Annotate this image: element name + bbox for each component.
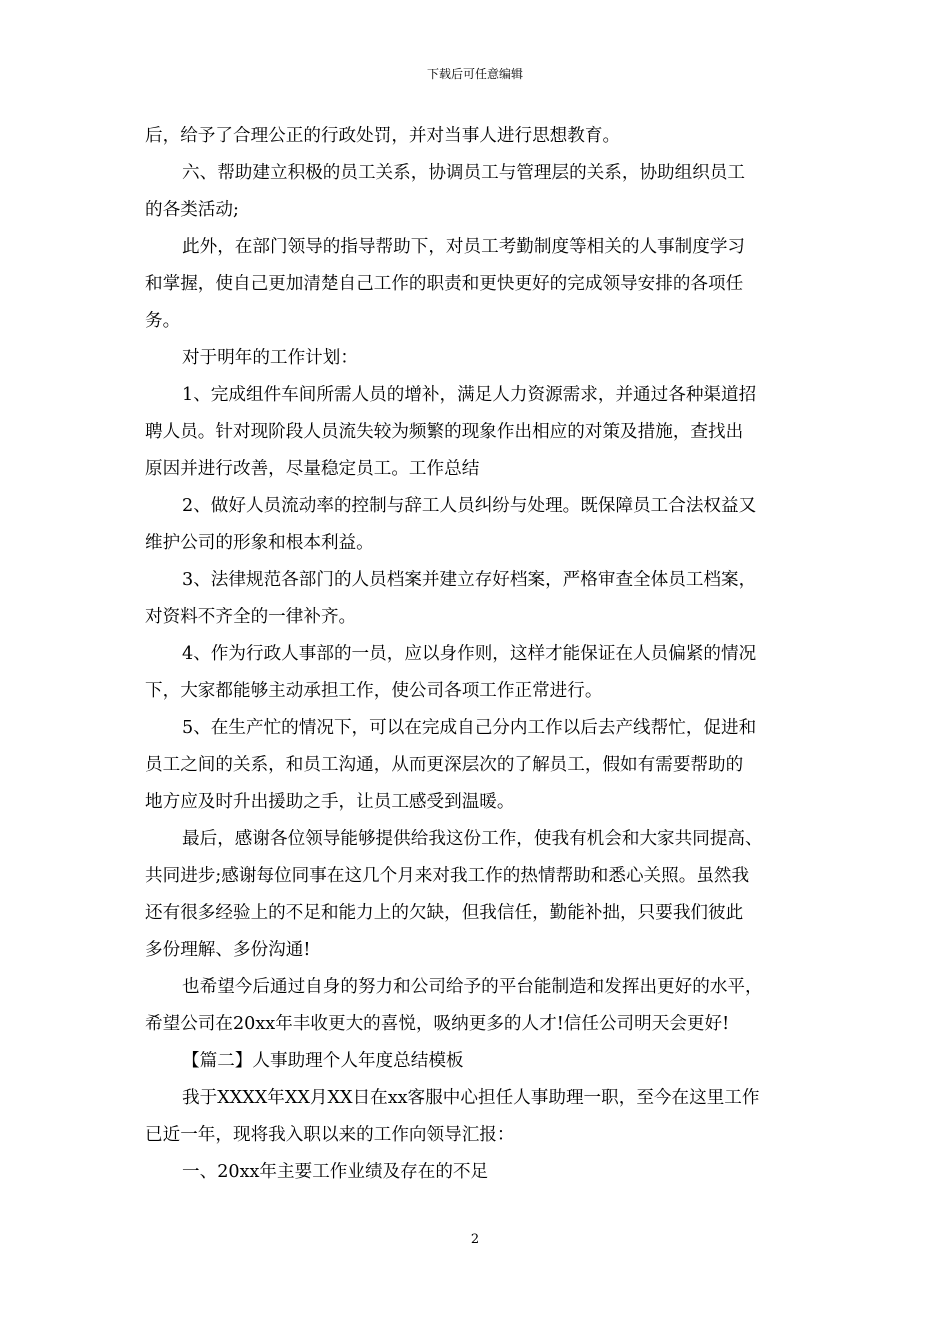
paragraph-line: 六、帮助建立积极的员工关系，协调员工与管理层的关系，协助组织员工 — [182, 163, 746, 183]
paragraph-line: 后，给予了合理公正的行政处罚，并对当事人进行思想教育。 — [145, 126, 621, 146]
paragraph-line: 一、20xx年主要工作业绩及存在的不足 — [182, 1162, 489, 1182]
paragraph-line: 最后，感谢各位领导能够提供给我这份工作，使我有机会和大家共同提高、 — [182, 829, 763, 849]
document-body — [145, 118, 815, 1191]
paragraph-line: 多份理解、多份沟通! — [145, 940, 311, 960]
paragraph-line: 聘人员。针对现阶段人员流失较为频繁的现象作出相应的对策及措施，查找出 — [145, 422, 744, 442]
paragraph-line: 5、在生产忙的情况下，可以在完成自己分内工作以后去产线帮忙，促进和 — [182, 718, 757, 738]
paragraph-line: 我于XXXX年XX月XX日在xx客服中心担任人事助理一职，至今在这里工作 — [182, 1088, 760, 1108]
paragraph-line: 2、做好人员流动率的控制与辞工人员纠纷与处理。既保障员工合法权益又 — [182, 496, 757, 516]
paragraph-line: 维护公司的形象和根本利益。 — [145, 533, 374, 553]
paragraph-line: 也希望今后通过自身的努力和公司给予的平台能制造和发挥出更好的水平， — [182, 977, 763, 997]
paragraph-line: 【篇二】人事助理个人年度总结模板 — [182, 1051, 464, 1071]
paragraph-line: 对于明年的工作计划： — [182, 348, 358, 368]
paragraph-line: 3、法律规范各部门的人员档案并建立存好档案，严格审查全体员工档案， — [182, 570, 757, 590]
paragraph-line: 对资料不齐全的一律补齐。 — [145, 607, 357, 627]
paragraph-line: 4、作为行政人事部的一员，应以身作则，这样才能保证在人员偏紧的情况 — [182, 644, 757, 664]
paragraph-line: 地方应及时升出援助之手，让员工感受到温暖。 — [145, 792, 515, 812]
paragraph-line: 希望公司在20xx年丰收更大的喜悦，吸纳更多的人才!信任公司明天会更好! — [145, 1014, 730, 1034]
paragraph-line: 下，大家都能够主动承担工作，使公司各项工作正常进行。 — [145, 681, 603, 701]
paragraph-line: 原因并进行改善，尽量稳定员工。工作总结 — [145, 459, 480, 479]
paragraph-line: 此外，在部门领导的指导帮助下，对员工考勤制度等相关的人事制度学习 — [182, 237, 746, 257]
paragraph-line: 1、完成组件车间所需人员的增补，满足人力资源需求，并通过各种渠道招 — [182, 385, 757, 405]
paragraph-line: 还有很多经验上的不足和能力上的欠缺，但我信任，勤能补拙，只要我们彼此 — [145, 903, 744, 923]
paragraph-line: 员工之间的关系，和员工沟通，从而更深层次的了解员工，假如有需要帮助的 — [145, 755, 744, 775]
paragraph-line: 已近一年，现将我入职以来的工作向领导汇报： — [145, 1125, 515, 1145]
paragraph-line: 和掌握，使自己更加清楚自己工作的职责和更快更好的完成领导安排的各项任 — [145, 274, 744, 294]
paragraph-line: 务。 — [145, 311, 181, 331]
paragraph-line: 共同进步;感谢每位同事在这几个月来对我工作的热情帮助和悉心关照。虽然我 — [145, 866, 750, 886]
page-number: 2 — [470, 1232, 480, 1247]
page-header: 下载后可任意编辑 — [426, 67, 523, 81]
paragraph-line: 的各类活动; — [145, 200, 239, 220]
